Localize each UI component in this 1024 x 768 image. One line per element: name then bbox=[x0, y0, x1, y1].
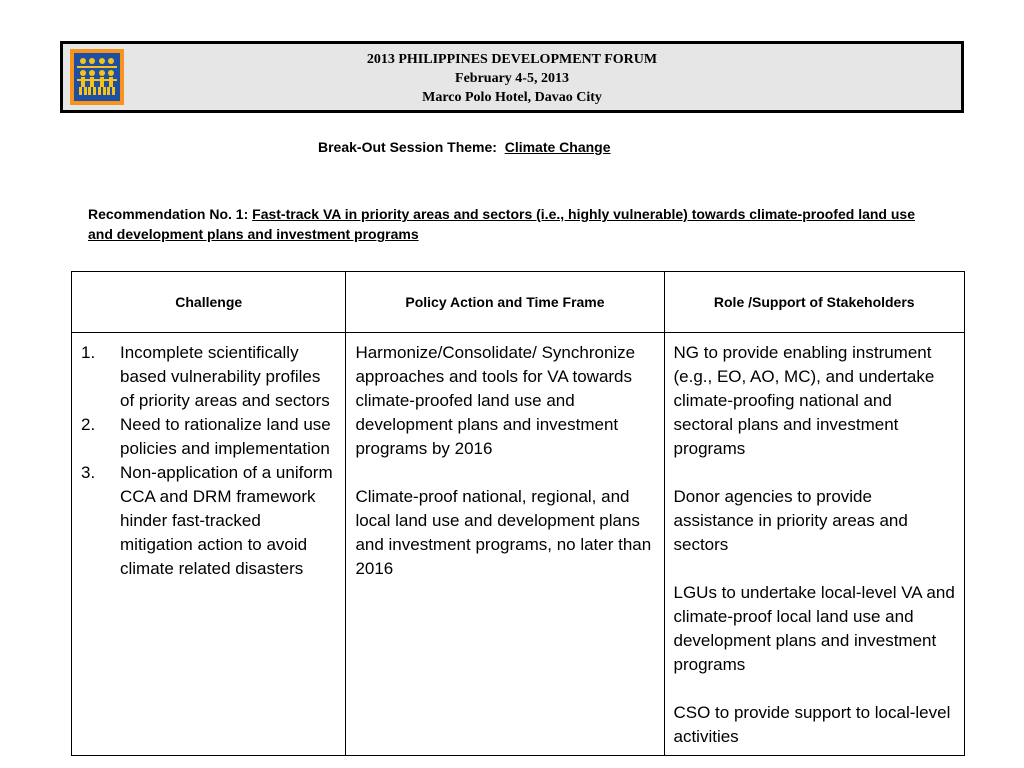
policy-action-text: Climate-proof national, regional, and local land use and development plans and investment programs, no later than 2016 bbox=[355, 487, 652, 578]
recommendation bbox=[88, 204, 928, 244]
theme-value: Climate Change bbox=[504, 139, 611, 155]
forum-title: 2013 PHILIPPINES DEVELOPMENT FORUM bbox=[366, 52, 658, 67]
challenge-text: Incomplete scientifically based vulnerability profiles of priority areas and sectors bbox=[120, 343, 330, 410]
header-stakeholders: Role /Support of Stakeholders bbox=[664, 272, 965, 333]
policy-action-text: Harmonize/Consolidate/ Synchronize approaches and tools for VA towards climate-proofed land use and development plans and investment programs by 2016 bbox=[355, 343, 636, 458]
forum-banner bbox=[60, 41, 964, 113]
header-challenge: Challenge bbox=[72, 272, 346, 333]
stakeholder-role-text: CSO to provide support to local-level activities bbox=[673, 703, 951, 746]
list-item bbox=[81, 341, 336, 413]
challenge-text: Non-application of a uniform CCA and DRM framework hinder fast-tracked mitigation action to avoid climate related disasters bbox=[120, 463, 333, 578]
table-header-row bbox=[72, 272, 965, 333]
forum-dates: February 4-5, 2013 bbox=[455, 71, 569, 86]
table-row bbox=[72, 333, 965, 756]
theme-label: Break-Out Session Theme: bbox=[318, 139, 497, 155]
list-item bbox=[81, 461, 336, 581]
list-number: 2. bbox=[81, 415, 96, 434]
recommendation-label: Recommendation No. 1: bbox=[88, 206, 249, 222]
challenge-cell bbox=[72, 333, 346, 756]
challenge-list bbox=[81, 341, 336, 581]
list-number: 1. bbox=[81, 343, 96, 362]
forum-venue: Marco Polo Hotel, Davao City bbox=[422, 90, 602, 105]
challenge-text: Need to rationalize land use policies and implementation bbox=[120, 415, 331, 458]
banner-text bbox=[63, 50, 961, 107]
header-policy-action: Policy Action and Time Frame bbox=[346, 272, 664, 333]
stakeholder-cell bbox=[664, 333, 965, 756]
stakeholder-role-text: NG to provide enabling instrument (e.g., EO, AO, MC), and undertake climate-proofing national and sectoral plans and investment programs bbox=[673, 343, 935, 458]
recommendation-table bbox=[71, 271, 965, 756]
policy-action-cell bbox=[346, 333, 664, 756]
recommendation-text: Fast-track VA in priority areas and sectors (i.e., highly vulnerable) towards climate-proofed land use and development plans and investment programs bbox=[88, 206, 915, 242]
list-number: 3. bbox=[81, 463, 96, 482]
list-item bbox=[81, 413, 336, 461]
stakeholder-role-text: LGUs to undertake local-level VA and climate-proof local land use and development plans and investment programs bbox=[673, 583, 955, 674]
session-theme bbox=[318, 139, 611, 155]
stakeholder-role-text: Donor agencies to provide assistance in priority areas and sectors bbox=[673, 487, 908, 554]
